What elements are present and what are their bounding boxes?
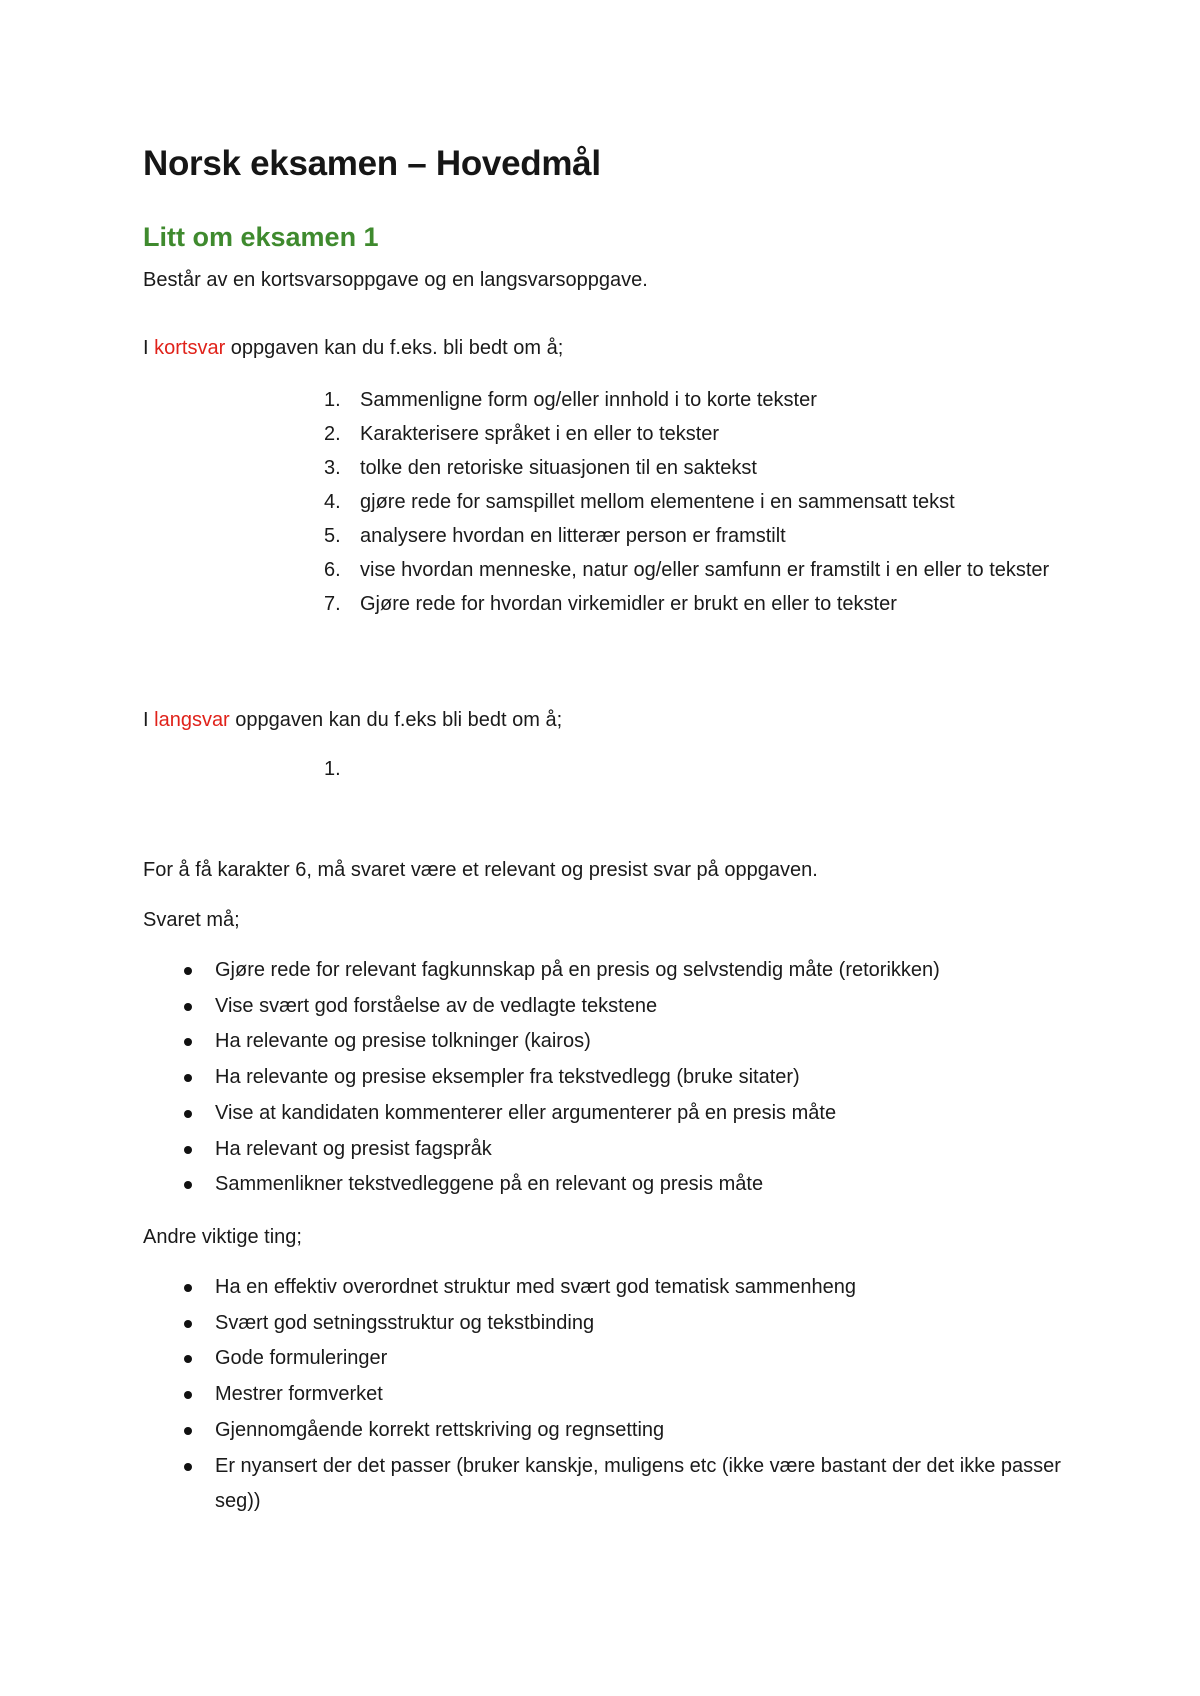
list-item-text: Er nyansert der det passer (bruker kanskje, muligens etc (ikke være bastant der det ikke passer seg)) [215, 1454, 1061, 1513]
list-item-text: Ha relevante og presise eksempler fra tekstvedlegg (bruke sitater) [215, 1066, 800, 1089]
intro-paragraph: Består av en kortsvarsoppgave og en langsvarsoppgave. [143, 269, 648, 291]
svaret-list [143, 953, 1103, 1203]
list-item-text: Gode formuleringer [215, 1347, 388, 1370]
bullet-icon [184, 1110, 192, 1118]
langsvar-suffix: oppgaven kan du f.eks bli bedt om å; [229, 709, 563, 731]
list-item [143, 1413, 1103, 1449]
list-item-text: vise hvordan menneske, natur og/eller samfunn er framstilt i en eller to tekster [360, 559, 1050, 581]
bullet-icon [184, 1038, 192, 1046]
svaret-heading: Svaret må; [143, 909, 240, 931]
list-item [318, 485, 1058, 519]
list-item-text: analysere hvordan en litterær person er framstilt [360, 525, 786, 547]
list-number: 4. [324, 491, 341, 513]
section-heading: Litt om eksamen 1 [143, 222, 379, 252]
list-item-text: tolke den retoriske situasjonen til en saktekst [360, 457, 757, 479]
list-number: 5. [324, 525, 341, 547]
list-item-text: Svært god setningsstruktur og tekstbinding [215, 1311, 595, 1334]
list-item [318, 451, 1058, 485]
kortsvar-paragraph [143, 336, 563, 360]
andre-list [143, 1270, 1103, 1520]
list-number: 2. [324, 423, 341, 445]
list-item [143, 1167, 1103, 1203]
list-number: 7. [324, 593, 341, 615]
bullet-icon [184, 1320, 192, 1328]
list-item-text: Gjøre rede for hvordan virkemidler er brukt en eller to tekster [360, 593, 897, 615]
list-item [143, 1270, 1103, 1306]
andre-heading: Andre viktige ting; [143, 1226, 302, 1248]
list-item-text: Ha relevant og presist fagspråk [215, 1137, 492, 1160]
list-item-text: Gjennomgående korrekt rettskriving og regnsetting [215, 1418, 665, 1441]
langsvar-highlight: langsvar [154, 709, 230, 731]
list-item [143, 989, 1103, 1025]
bullet-icon [184, 1074, 192, 1082]
list-item [143, 1024, 1103, 1060]
list-item-text: Vise svært god forståelse av de vedlagte tekstene [215, 994, 658, 1017]
list-item [143, 1060, 1103, 1096]
bullet-icon [184, 1284, 192, 1292]
karakter-paragraph: For å få karakter 6, må svaret være et relevant og presist svar på oppgaven. [143, 859, 818, 881]
langsvar-paragraph [143, 708, 562, 732]
langsvar-prefix: I [143, 709, 155, 731]
bullet-icon [184, 967, 192, 975]
list-number: 1. [324, 758, 341, 780]
list-item [143, 1449, 1103, 1520]
list-item-text: Ha relevante og presise tolkninger (kairos) [215, 1030, 591, 1053]
list-number: 1. [324, 389, 341, 411]
kortsvar-list [318, 383, 1058, 621]
page-title: Norsk eksamen – Hovedmål [143, 144, 601, 183]
list-item [318, 519, 1058, 553]
list-item [143, 953, 1103, 989]
bullet-icon [184, 1003, 192, 1011]
list-item [143, 1132, 1103, 1168]
list-item [318, 587, 1058, 621]
list-item [143, 1096, 1103, 1132]
bullet-icon [184, 1181, 192, 1189]
list-item-text: Karakterisere språket i en eller to tekster [360, 423, 720, 445]
list-item [318, 417, 1058, 451]
list-item [143, 1306, 1103, 1342]
list-item [143, 1377, 1103, 1413]
list-item-text: Sammenligne form og/eller innhold i to korte tekster [360, 389, 817, 411]
kortsvar-highlight: kortsvar [154, 337, 226, 359]
bullet-icon [184, 1427, 192, 1435]
list-item [318, 383, 1058, 417]
list-item-text: Gjøre rede for relevant fagkunnskap på en presis og selvstendig måte (retorikken) [215, 959, 940, 981]
bullet-icon [184, 1355, 192, 1363]
list-item-text: Sammenlikner tekstvedleggene på en relevant og presis måte [215, 1173, 764, 1196]
list-item-text: gjøre rede for samspillet mellom elementene i en sammensatt tekst [360, 491, 955, 513]
kortsvar-suffix: oppgaven kan du f.eks. bli bedt om å; [225, 337, 564, 359]
bullet-icon [184, 1463, 192, 1471]
list-number: 3. [324, 457, 341, 479]
list-number: 6. [324, 559, 341, 581]
list-item-text: Ha en effektiv overordnet struktur med svært god tematisk sammenheng [215, 1276, 857, 1298]
kortsvar-prefix: I [143, 337, 155, 359]
bullet-icon [184, 1146, 192, 1154]
list-item [143, 1341, 1103, 1377]
list-item-text: Mestrer formverket [215, 1383, 383, 1406]
bullet-icon [184, 1391, 192, 1399]
list-item [318, 553, 1058, 587]
list-item-text: Vise at kandidaten kommenterer eller argumenterer på en presis måte [215, 1101, 837, 1124]
